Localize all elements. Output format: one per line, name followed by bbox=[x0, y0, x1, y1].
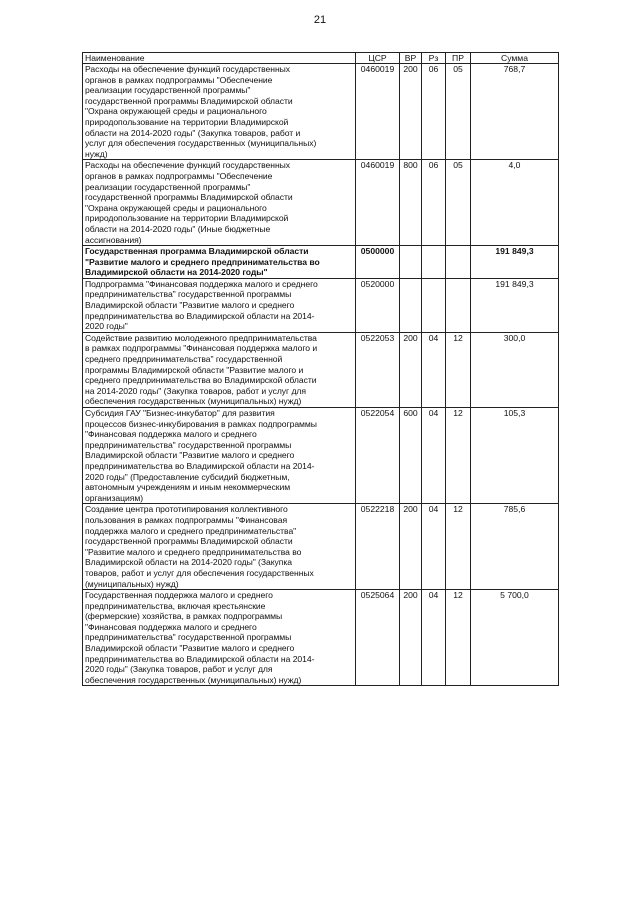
page-number: 21 bbox=[313, 14, 327, 26]
table-row bbox=[83, 278, 559, 332]
cell-sum: 105,3 bbox=[471, 408, 559, 504]
cell-rz: 04 bbox=[422, 504, 446, 590]
cell-pr bbox=[446, 246, 471, 279]
table-row bbox=[83, 590, 559, 686]
cell-vr bbox=[400, 278, 422, 332]
cell-sum: 191 849,3 bbox=[471, 246, 559, 279]
cell-name: Расходы на обеспечение функций государственных органов в рамках подпрограммы "Обеспечение реализации государственной программы" государственной программы Владимирской области "Охрана окружающей среды и рационального природопользование на территории Владимирской области на 2014-2020 годы" (Иные бюджетные ассигнования) bbox=[83, 160, 356, 246]
table-row bbox=[83, 160, 559, 246]
cell-name: Государственная программа Владимирской области "Развитие малого и среднего предпринимательства во Владимирской области на 2014-2020 годы" bbox=[83, 246, 356, 279]
cell-vr: 600 bbox=[400, 408, 422, 504]
budget-table-container bbox=[82, 52, 558, 686]
cell-csr: 0460019 bbox=[356, 160, 400, 246]
cell-rz: 04 bbox=[422, 590, 446, 686]
cell-pr: 12 bbox=[446, 408, 471, 504]
cell-pr: 05 bbox=[446, 64, 471, 160]
table-row bbox=[83, 504, 559, 590]
cell-sum: 191 849,3 bbox=[471, 278, 559, 332]
cell-name: Подпрограмма "Финансовая поддержка малого и среднего предпринимательства" государственной программы Владимирской области "Развитие малого и среднего предпринимательства во Владимирской области на 2014- 2020 годы" bbox=[83, 278, 356, 332]
cell-csr: 0520000 bbox=[356, 278, 400, 332]
cell-vr: 200 bbox=[400, 590, 422, 686]
cell-name: Субсидия ГАУ "Бизнес-инкубатор" для развития процессов бизнес-инкубирования в рамках подпрограммы "Финансовая поддержка малого и среднего предпринимательства" государственной программы Владимирской области "Развитие малого и среднего предпринимательства во Владимирской области на 2014- 2020 годы" (Предоставление субсидий бюджетным, автономным учреждениям и иным некоммерческим организациям) bbox=[83, 408, 356, 504]
cell-rz: 04 bbox=[422, 332, 446, 407]
budget-table bbox=[82, 52, 559, 686]
cell-csr: 0522053 bbox=[356, 332, 400, 407]
cell-sum: 768,7 bbox=[471, 64, 559, 160]
cell-name: Создание центра прототипирования коллективного пользования в рамках подпрограммы "Финансовая поддержка малого и среднего предпринимательства" государственной программы Владимирской области "Развитие малого и среднего предпринимательства во Владимирской области на 2014-2020 годы" (Закупка товаров, работ и услуг для обеспечения государственных (муниципальных) нужд) bbox=[83, 504, 356, 590]
cell-csr: 0460019 bbox=[356, 64, 400, 160]
cell-rz: 06 bbox=[422, 64, 446, 160]
cell-pr: 12 bbox=[446, 504, 471, 590]
cell-csr: 0500000 bbox=[356, 246, 400, 279]
cell-csr: 0522054 bbox=[356, 408, 400, 504]
header-pr: ПР bbox=[446, 53, 471, 64]
header-sum: Сумма bbox=[471, 53, 559, 64]
cell-pr bbox=[446, 278, 471, 332]
cell-name: Расходы на обеспечение функций государственных органов в рамках подпрограммы "Обеспечение реализации государственной программы" государственной программы Владимирской области "Охрана окружающей среды и рационального природопользование на территории Владимирской области на 2014-2020 годы" (Закупка товаров, работ и услуг для обеспечения государственных (муниципальных) нужд) bbox=[83, 64, 356, 160]
header-rz: Рз bbox=[422, 53, 446, 64]
cell-name: Содействие развитию молодежного предпринимательства в рамках подпрограммы "Финансовая поддержка малого и среднего предпринимательства" государственной программы Владимирской области "Развитие малого и среднего предпринимательства во Владимирской области на 2014-2020 годы" (Закупка товаров, работ и услуг для обеспечения государственных (муниципальных) нужд) bbox=[83, 332, 356, 407]
cell-sum: 5 700,0 bbox=[471, 590, 559, 686]
table-row bbox=[83, 332, 559, 407]
table-row bbox=[83, 246, 559, 279]
cell-vr: 200 bbox=[400, 504, 422, 590]
header-csr: ЦСР bbox=[356, 53, 400, 64]
cell-sum: 300,0 bbox=[471, 332, 559, 407]
cell-vr: 200 bbox=[400, 332, 422, 407]
cell-rz bbox=[422, 246, 446, 279]
cell-pr: 05 bbox=[446, 160, 471, 246]
cell-vr: 200 bbox=[400, 64, 422, 160]
cell-rz bbox=[422, 278, 446, 332]
table-row bbox=[83, 408, 559, 504]
cell-vr bbox=[400, 246, 422, 279]
cell-sum: 4,0 bbox=[471, 160, 559, 246]
cell-pr: 12 bbox=[446, 590, 471, 686]
header-vr: ВР bbox=[400, 53, 422, 64]
cell-name: Государственная поддержка малого и среднего предпринимательства, включая крестьянские (фермерские) хозяйства, в рамках подпрограммы "Финансовая поддержка малого и среднего предпринимательства" государственной программы Владимирской области "Развитие малого и среднего предпринимательства во Владимирской области на 2014- 2020 годы" (Закупка товаров, работ и услуг для обеспечения государственных (муниципальных) нужд) bbox=[83, 590, 356, 686]
cell-rz: 06 bbox=[422, 160, 446, 246]
cell-pr: 12 bbox=[446, 332, 471, 407]
cell-sum: 785,6 bbox=[471, 504, 559, 590]
cell-csr: 0525064 bbox=[356, 590, 400, 686]
header-name: Наименование bbox=[83, 53, 356, 64]
cell-vr: 800 bbox=[400, 160, 422, 246]
table-header-row bbox=[83, 53, 559, 64]
cell-csr: 0522218 bbox=[356, 504, 400, 590]
cell-rz: 04 bbox=[422, 408, 446, 504]
table-row bbox=[83, 64, 559, 160]
